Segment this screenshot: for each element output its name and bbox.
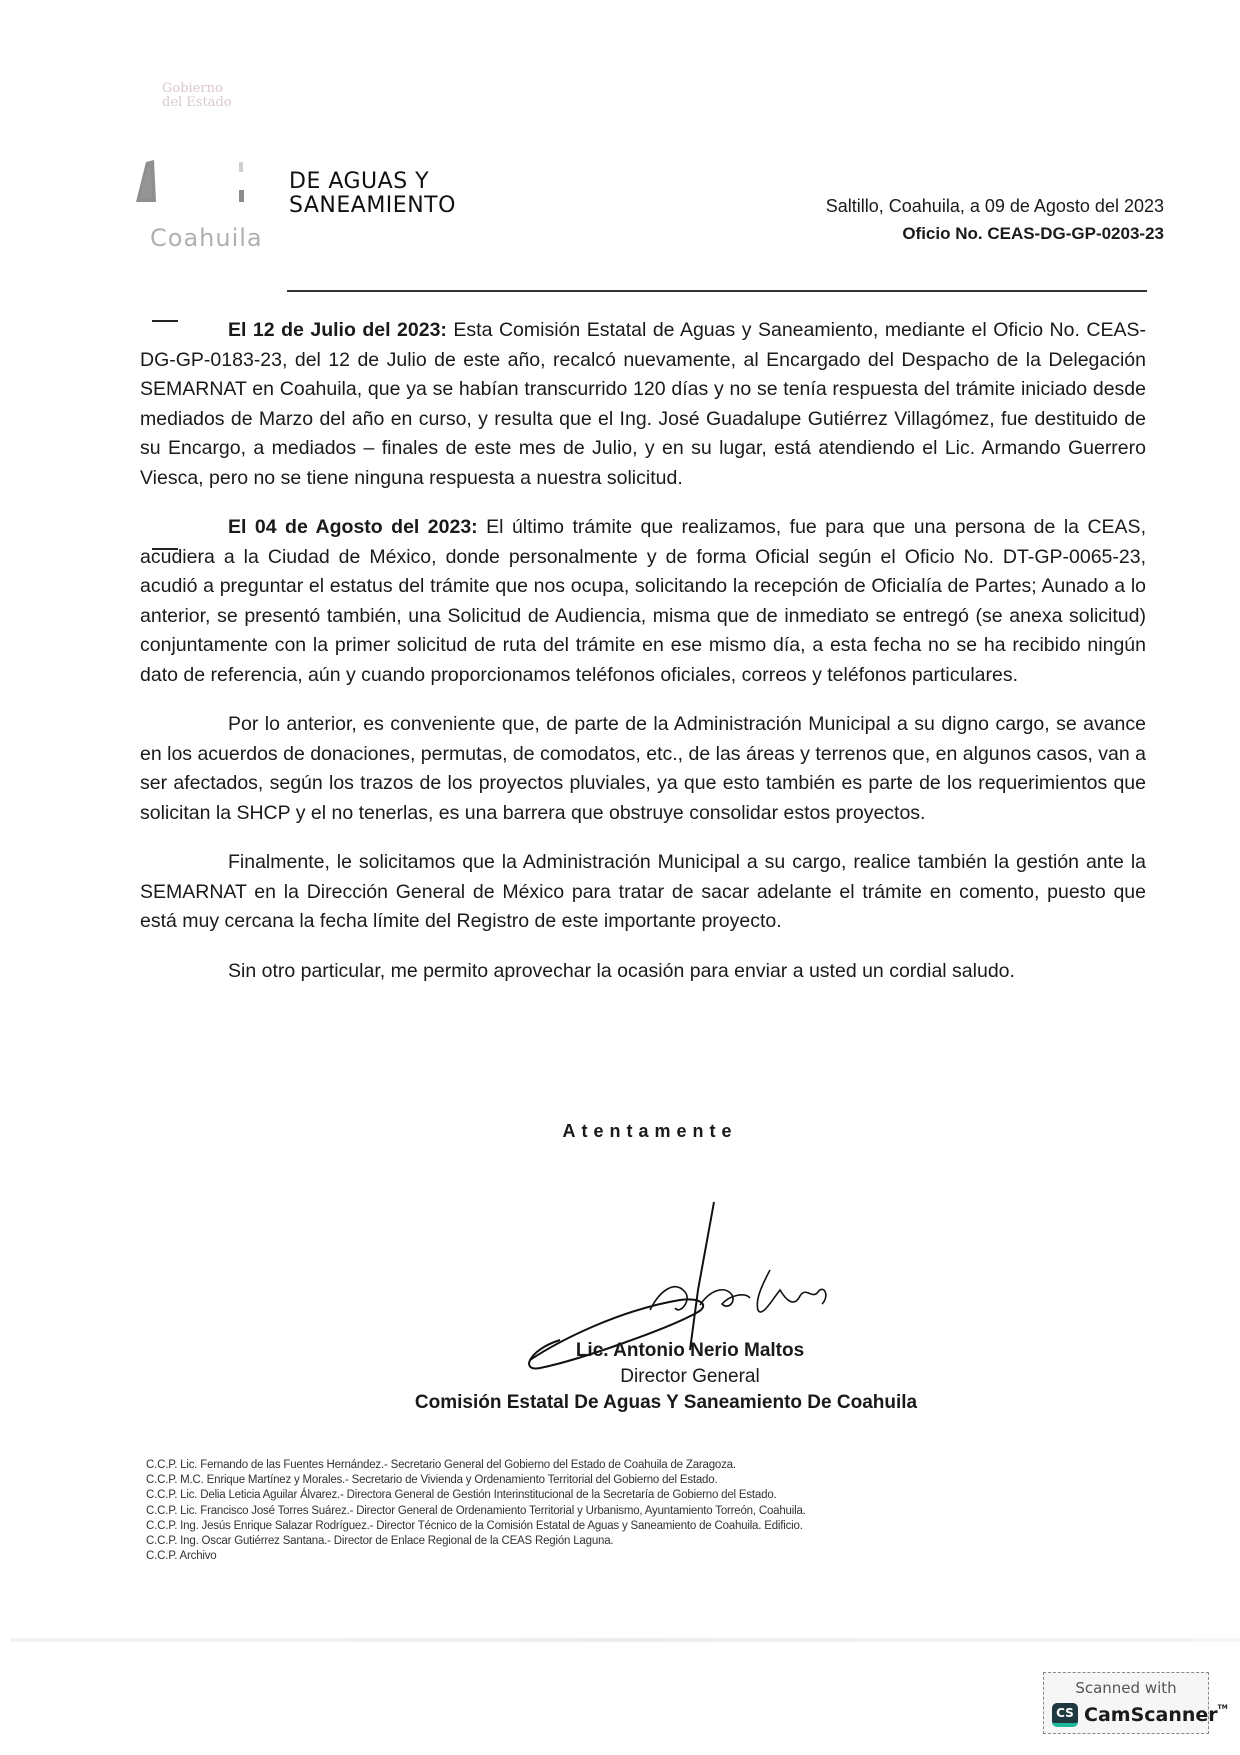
ccp-item: C.C.P. Lic. Francisco José Torres Suárez.- Director General de Ordenamiento Territorial y Urbanismo, Ayuntamiento Torreón, Coahuila. [146, 1504, 806, 1517]
header-divider [287, 290, 1147, 292]
org-name-line-2: SANEAMIENTO [289, 193, 456, 218]
paragraph-text: El último trámite que realizamos, fue para que una persona de la CEAS, acudiera a la Ciudad de México, donde personalmente y de forma Oficial según el Oficio No. DT-GP-0065-23, acudió a preguntar el estatus del trámite que nos ocupa, solicitando la recepción de Oficialía de Partes; Aunado a lo anterior, se presentó también, una Solicitud de Audiencia, misma que de inmediato se entregó (se anexa solicitud) conjuntamente con la primer solicitud de ruta del trámite en ese mismo día, a esta fecha no se ha recibido ningún dato de referencia, aún y cuando proporcionamos teléfonos oficiales, correos y teléfonos particulares. [140, 516, 1146, 686]
place-and-date: Saltillo, Coahuila, a 09 de Agosto del 2023 [825, 196, 1164, 216]
scanned-with-label: Scanned with [1075, 1679, 1177, 1697]
logo-region-text: Coahuila [150, 224, 263, 252]
paragraph-date-lead: El 04 de Agosto del 2023: [228, 516, 478, 538]
signer-organization: Comisión Estatal De Aguas Y Saneamiento De Coahuila [414, 1392, 918, 1413]
paragraph-date-lead: El 12 de Julio del 2023: [228, 319, 447, 341]
signer-title: Director General [620, 1366, 760, 1387]
camscanner-watermark [1043, 1672, 1228, 1734]
paragraph-text: Sin otro particular, me permito aprovechar la ocasión para enviar a usted un cordial saludo. [228, 959, 1015, 982]
ccp-item: C.C.P. M.C. Enrique Martínez y Morales.- Secretario de Vivienda y Ordenamiento Territorial del Gobierno del Estado. [146, 1474, 718, 1487]
logo-accent-mark-icon [238, 160, 246, 204]
body-paragraph-4 [140, 848, 1146, 937]
ccp-item: C.C.P. Ing. Jesús Enrique Salazar Rodríguez.- Director Técnico de la Comisión Estatal de Aguas y Saneamiento de Coahuila. Edificio. [146, 1519, 803, 1532]
ccp-item: C.C.P. Archivo [146, 1550, 217, 1563]
org-name-line-1: DE AGUAS Y [289, 169, 430, 194]
logo-faint-line-1: Gobierno [162, 81, 223, 96]
faded-footer-line [10, 1638, 1240, 1642]
body-paragraph-2 [140, 513, 1146, 690]
ccp-item: C.C.P. Lic. Fernando de las Fuentes Hernández.- Secretario General del Gobierno del Estado de Coahuila de Zaragoza. [146, 1459, 736, 1471]
camscanner-brand-name [1084, 1704, 1228, 1726]
organization-name [289, 170, 456, 218]
signer-name: Lic. Antonio Nerio Maltos [575, 1340, 805, 1361]
paragraph-text: Esta Comisión Estatal de Aguas y Saneamiento, mediante el Oficio No. CEAS-DG-GP-0183-23, del 12 de Julio de este año, recalcó nuevamente, al Encargado del Despacho de la Delegación SEMARNAT en Coahuila, que ya se habían transcurrido 120 días y no se tenía respuesta del trámite iniciado desde mediados de Marzo del año en curso, y resulta que el Ing. José Guadalupe Gutiérrez Villagómez, fue destituido de su Encargo, a mediados – finales de este mes de Julio, y en su lugar, está atendiendo el Lic. Armando Guerrero Viesca, pero no se tiene ninguna respuesta a nuestra solicitud. [140, 319, 1146, 489]
closing-salutation: Atentamente [562, 1121, 738, 1141]
state-government-faint-logo-text [162, 82, 232, 110]
paragraph-text: Finalmente, le solicitamos que la Administración Municipal a su cargo, realice también la gestión ante la SEMARNAT en la Dirección General de México para tratar de sacar adelante el trámite en comento, puesto que está muy cercana la fecha límite del Registro de este importante proyecto. [140, 851, 1146, 932]
oficio-number: Oficio No. CEAS-DG-GP-0203-23 [902, 224, 1164, 243]
body-paragraph-1 [140, 316, 1146, 493]
letter-body [140, 316, 1146, 1006]
carbon-copy-list [146, 1458, 806, 1564]
camscanner-brand-row [1052, 1703, 1228, 1727]
ccp-item: C.C.P. Ing. Oscar Gutiérrez Santana.- Director de Enlace Regional de la CEAS Región Laguna. [146, 1535, 614, 1548]
logo-faint-line-2: del Estado [162, 95, 232, 110]
coahuila-logo-icon [132, 158, 172, 204]
brand-text: CamScanner [1084, 1704, 1218, 1726]
camscanner-logo-icon: CS [1052, 1703, 1078, 1727]
body-paragraph-3 [140, 710, 1146, 828]
paragraph-text: Por lo anterior, es conveniente que, de parte de la Administración Municipal a su digno cargo, se avance en los acuerdos de donaciones, permutas, de comodatos, etc., de las áreas y terrenos que, en algunos casos, van a ser afectados, según los trazos de los proyectos pluviales, ya que esto también es parte de los requerimientos que solicitan la SHCP y el no tenerlas, es una barrera que obstruye consolidar estos proyectos. [140, 713, 1146, 824]
ccp-item: C.C.P. Lic. Delia Leticia Aguilar Álvarez.- Directora General de Gestión Interinstitucional de la Secretaría de Gobierno del Estado. [146, 1489, 777, 1502]
trademark-mark: TM [1217, 1704, 1228, 1711]
body-paragraph-5 [140, 957, 1146, 987]
